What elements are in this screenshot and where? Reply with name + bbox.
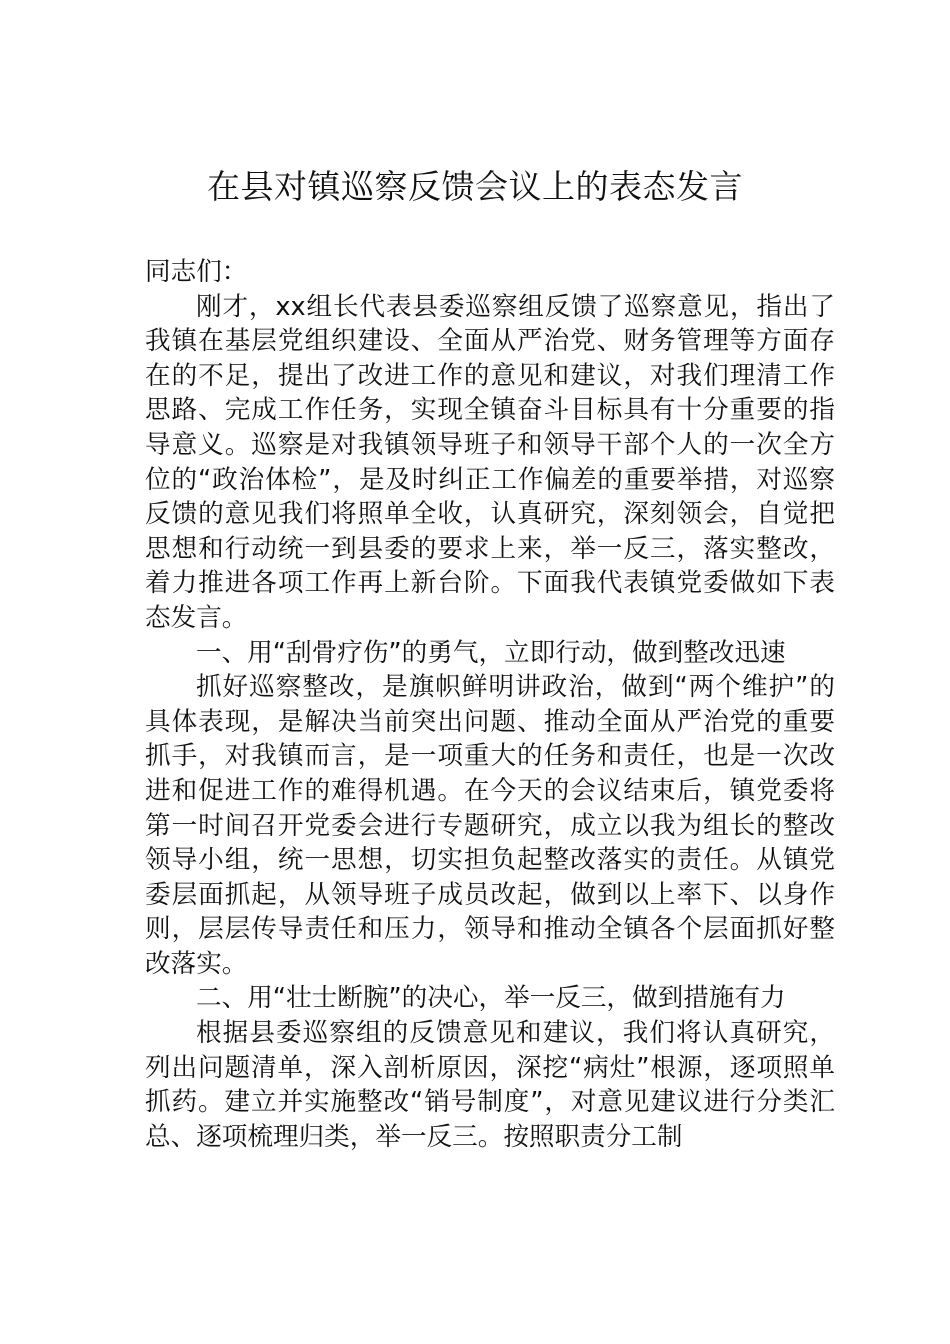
document-title: 在县对镇巡察反馈会议上的表态发言 <box>207 167 743 206</box>
section-heading-2: 二、用“壮士断腕”的决心，举一反三，做到措施有力 <box>196 983 786 1014</box>
paragraph-1: 刚才，xx组长代表县委巡察组反馈了巡察意见，指出了我镇在基层党组织建设、全面从严治党、财务管理等方面存在的不足，提出了改进工作的意见和建议，对我们理清工作思路、完成工作任务，实现全镇奋斗目标具有十分重要的指导意义。巡察是对我镇领导班子和领导干部个人的一次全方位的“政治体检”，是及时纠正工作偏差的重要举措，对巡察反馈的意见我们将照单全收，认真研究，深刻领会，自觉把思想和行动统一到县委的要求上来，举一反三，落实整改，着力推进各项工作再上新台阶。下面我代表镇党委做如下表态发言。 <box>145 291 835 633</box>
greeting: 同志们： <box>145 257 248 287</box>
document-body <box>145 255 835 1154</box>
paragraph-2: 抓好巡察整改，是旗帜鲜明讲政治，做到“两个维护”的具体表现，是解决当前突出问题、推动全面从严治党的重要抓手，对我镇而言，是一项重大的任务和责任，也是一次改进和促进工作的难得机遇。在今天的会议结束后，镇党委将第一时间召开党委会进行专题研究，成立以我为组长的整改领导小组，统一思想，切实担负起整改落实的责任。从镇党委层面抓起，从领导班子成员改起，做到以上率下、以身作则，层层传导责任和压力，领导和推动全镇各个层面抓好整改落实。 <box>145 672 835 979</box>
section-heading-1: 一、用“刮骨疗伤”的勇气，立即行动，做到整改迅速 <box>196 637 786 668</box>
paragraph-3: 根据县委巡察组的反馈意见和建议，我们将认真研究，列出问题清单，深入剖析原因，深挖“病灶”根源，逐项照单抓药。建立并实施整改“销号制度”，对意见建议进行分类汇总、逐项梳理归类，举一反三。按照职责分工制 <box>145 1018 835 1152</box>
